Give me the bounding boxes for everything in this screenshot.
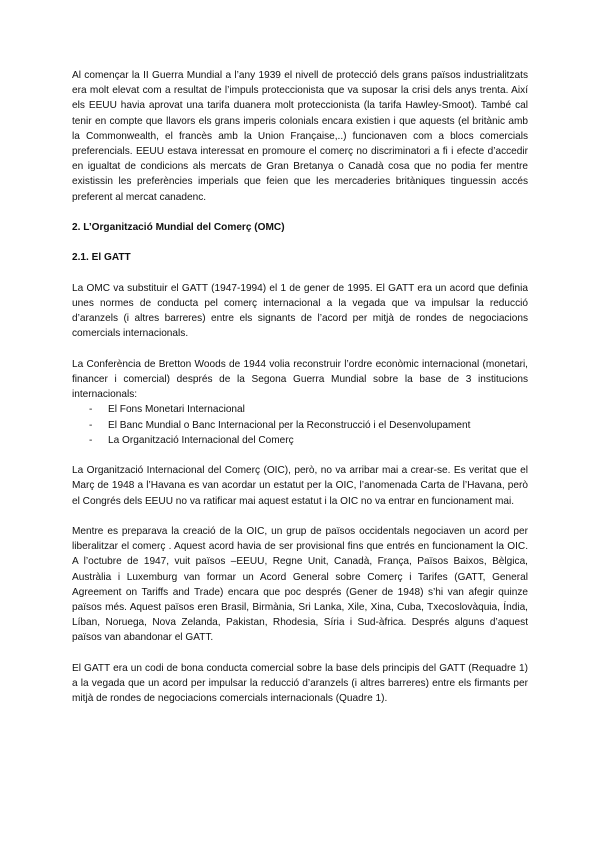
paragraph-gatt-code: El GATT era un codi de bona conducta comercial sobre la base dels principis del GATT (Requadre 1) a la vegada que un acord per impulsar la reducció d’aranzels (i altres barreres) entre els firmants per mitjà de rondes de negociacions comercials internacionals (Quadre 1).: [72, 662, 528, 705]
institutions-list: [72, 402, 528, 448]
heading-section-2-1: 2.1. El GATT: [72, 252, 131, 264]
heading-section-2: 2. L’Organització Mundial del Comerç (OMC): [72, 222, 285, 234]
dash-bullet: -: [89, 419, 93, 431]
paragraph-oic: La Organització Internacional del Comerç (OIC), però, no va arribar mai a crear-se. Es veritat que el Març de 1948 a l’Havana es van acordar un estatut per la OIC, l’anomenada Carta de l’Havana, però el Congrés dels EEUU no va ratificar mai aquest estatut i la OIC no va entrar en funcionament mai.: [72, 465, 528, 507]
list-item: [72, 418, 528, 433]
list-item: [72, 402, 528, 417]
dash-bullet: -: [89, 404, 93, 416]
paragraph-intro: Al començar la II Guerra Mundial a l’any 1939 el nivell de protecció dels grans països industrialitzats era molt elevat com a resultat de l’impuls proteccionista que va suposar la crisi dels anys trenta. Així els EEUU havia aprovat una tarifa duanera molt proteccionista (la tarifa Hawley-Smoot). També cal tenir en compte que llavors els grans imperis colonials encara existien i que aquests (el britànic amb la Commonwealth, el francès amb la Union Française,..) funcionaven com a blocs comercials preferencials. EEUU estava interessat en promoure el comerç no discriminatori a fi i efecte d’accedir en igualtat de condicions als mercats de Gran Bretanya o Canadà cosa que no podia fer mentre existissin les preferències imperials que feien que les mercaderies britàniques tinguessin accés preferent al mercat canadenc.: [72, 70, 528, 203]
paragraph-gatt-origin: Mentre es preparava la creació de la OIC, un grup de països occidentals negociaven un acord per liberalitzar el comerç . Aquest acord havia de ser provisional fins que entrés en funcionament la OIC. A l’octubre de 1947, vuit països –EEUU, Regne Unit, Canadà, França, Països Baixos, Bèlgica, Austràlia i Luxemburg van formar un Acord General sobre Comerç i Tarifes (GATT, General Agreement on Tariffs and Trade) encara que poc després (Gener de 1948) s’hi van afegir quinze països més. Aquest països eren Brasil, Birmània, Sri Lanka, Xile, Xina, Cuba, Txecoslovàquia, Índia, Líban, Noruega, Nova Zelanda, Pakistan, Rhodesia, Síria i Sud-àfrica. Després alguns d’aquest països van abandonar el GATT.: [72, 526, 528, 644]
document-page: [72, 68, 528, 706]
list-item-label: El Fons Monetari Internacional: [108, 404, 245, 416]
list-item: [72, 433, 528, 448]
paragraph-omc-replaced-gatt: La OMC va substituir el GATT (1947-1994) el 1 de gener de 1995. El GATT era un acord que definia unes normes de conducta pel comerç internacional a la vegada que va impulsar la reducció d’aranzels (i altres barreres) entre els signants de l’acord per mitjà de rondes de negociacions comercials internacionals.: [72, 282, 528, 340]
list-item-label: La Organització Internacional del Comerç: [108, 434, 294, 446]
paragraph-bretton-woods: La Conferència de Bretton Woods de 1944 volia reconstruir l’ordre econòmic internacional (monetari, financer i comercial) després de la Segona Guerra Mundial sobre la base de 3 institucions internacionals:: [72, 358, 528, 401]
list-item-label: El Banc Mundial o Banc Internacional per la Reconstrucció i el Desenvolupament: [108, 419, 471, 431]
dash-bullet: -: [89, 434, 93, 446]
